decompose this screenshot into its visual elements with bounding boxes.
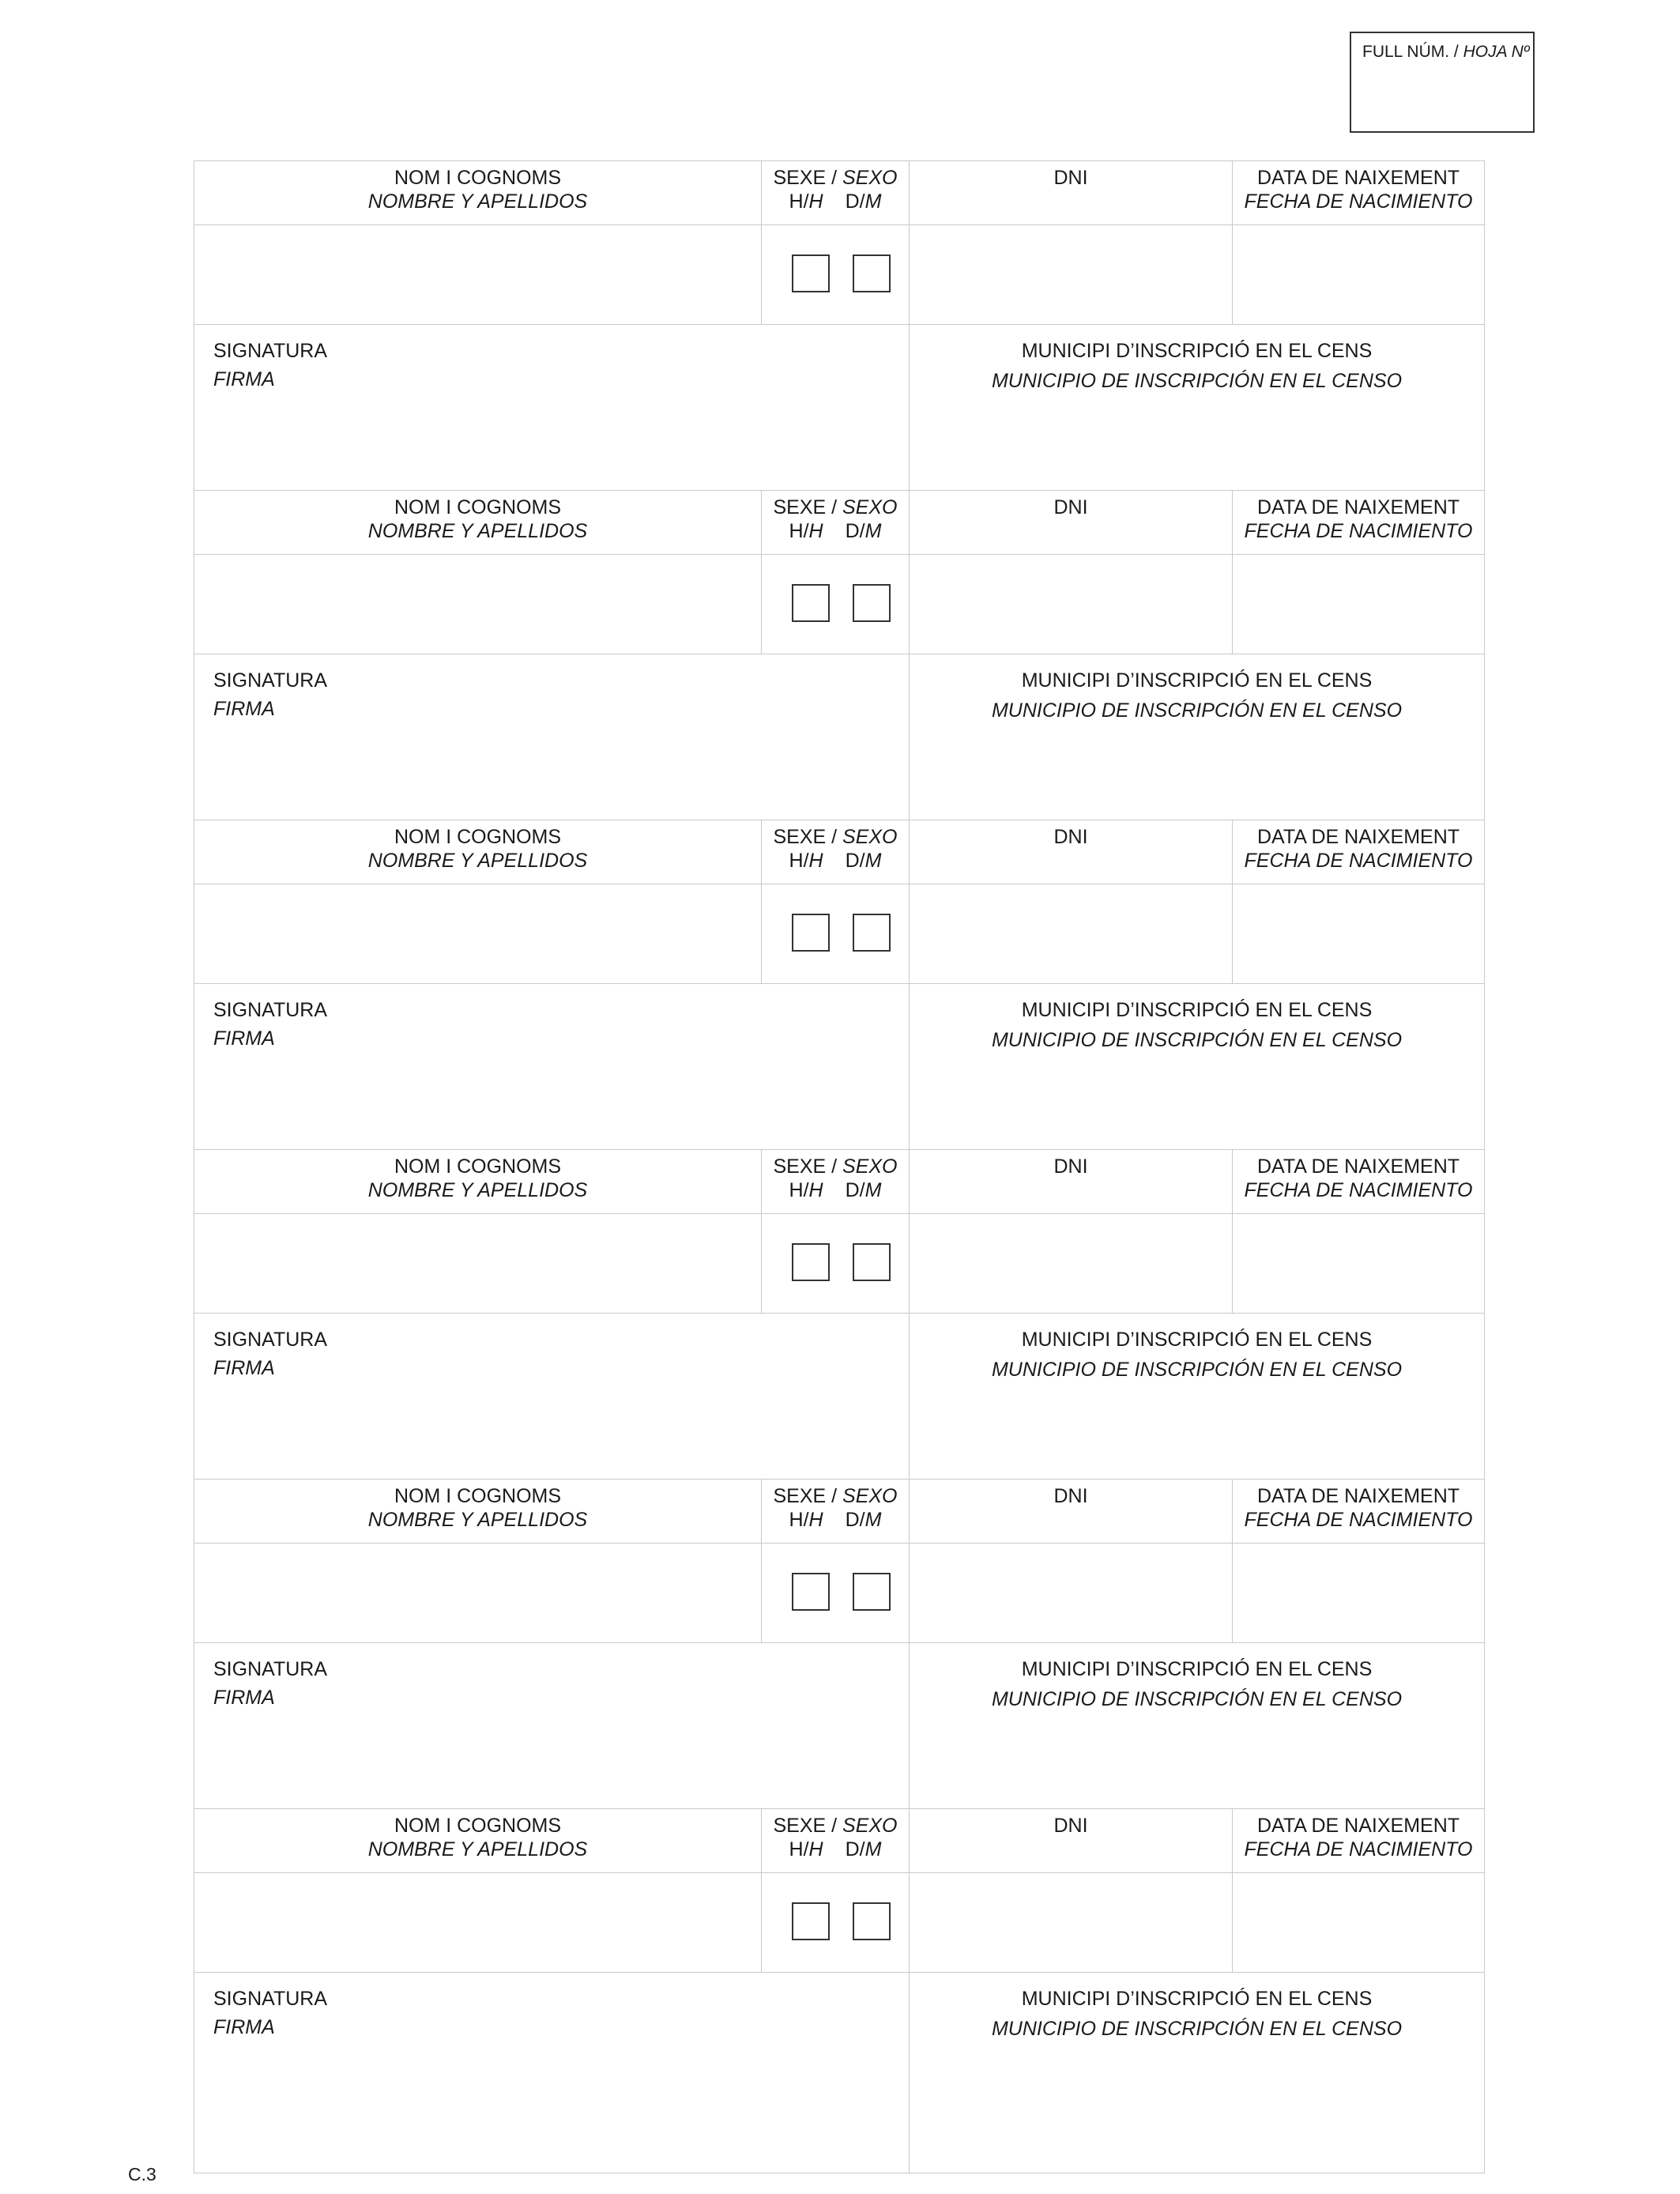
sex-d-checkbox[interactable] [853,254,891,292]
entry-signature-row [194,1642,1485,1808]
sex-label-es: SEXO [842,496,898,518]
sex-d-label-es: M [864,850,882,872]
sex-label-ca: SEXE / [773,1485,838,1507]
sex-h-label-es: H [808,520,823,542]
sex-label-ca: SEXE / [773,167,838,189]
name-field[interactable] [194,224,761,324]
sex-header [761,1808,909,1872]
sex-d-checkbox[interactable] [853,1902,891,1940]
sex-h-label-es: H [808,190,823,213]
sex-d-checkbox[interactable] [853,914,891,952]
municipality-field[interactable] [909,1313,1485,1479]
entry-signature-row [194,324,1485,490]
name-label-ca: NOM I COGNOMS [394,167,562,189]
sex-h-label-es: H [808,850,823,872]
name-header [194,1808,761,1872]
form-code: C.3 [128,2164,156,2185]
municipality-label-ca: MUNICIPI D’INSCRIPCIÓ EN EL CENS [1021,1988,1373,2010]
sex-d-label-ca: D/ [845,850,865,872]
dni-label: DNI [1053,496,1088,518]
name-label-ca: NOM I COGNOMS [394,826,562,848]
signature-label-ca: SIGNATURA [213,340,327,362]
sex-d-label-ca: D/ [845,1838,865,1860]
birth-date-field[interactable] [1232,1543,1485,1642]
entry-values-row [194,224,1485,324]
sex-h-label-es: H [808,1179,823,1201]
sex-options-label [762,849,909,873]
entry-header-row [194,160,1485,224]
dni-label: DNI [1053,167,1088,189]
municipality-label-ca: MUNICIPI D’INSCRIPCIÓ EN EL CENS [1021,669,1373,692]
sex-label [762,1155,909,1178]
name-field[interactable] [194,554,761,654]
sex-label-ca: SEXE / [773,496,838,518]
name-field[interactable] [194,1543,761,1642]
entry-header-row [194,490,1485,554]
sex-d-label-es: M [864,1509,882,1531]
sheet-number-box[interactable] [1350,32,1535,133]
name-label-ca: NOM I COGNOMS [394,1815,562,1837]
entry-values-row [194,884,1485,983]
sex-d-checkbox[interactable] [853,1243,891,1281]
dni-field[interactable] [909,1213,1232,1313]
municipality-field[interactable] [909,324,1485,490]
name-field[interactable] [194,884,761,983]
birth-date-header [1232,1149,1485,1213]
sex-field [761,1872,909,1972]
sex-h-label-ca: H/ [789,1838,809,1860]
municipality-label-ca: MUNICIPI D’INSCRIPCIÓ EN EL CENS [1021,340,1373,362]
birth-date-header [1232,490,1485,554]
birth-date-label-ca: DATA DE NAIXEMENT [1256,167,1460,189]
signature-label-es: FIRMA [213,368,275,390]
entry-header-row [194,1479,1485,1543]
dni-field[interactable] [909,884,1232,983]
sex-d-label-es: M [864,520,882,542]
birth-date-label-ca: DATA DE NAIXEMENT [1256,1485,1460,1507]
sex-d-label-ca: D/ [845,1509,865,1531]
sheet-label-ca: FULL NÚM. / [1362,43,1459,61]
sex-h-label-es: H [808,1509,823,1531]
entry-values-row [194,1543,1485,1642]
birth-date-label-ca: DATA DE NAIXEMENT [1256,1155,1460,1178]
sex-label-ca: SEXE / [773,1155,838,1178]
signature-label-es: FIRMA [213,698,275,720]
birth-date-label-es: FECHA DE NACIMIENTO [1244,850,1473,872]
municipality-field[interactable] [909,983,1485,1149]
entry-signature-row [194,983,1485,1149]
sex-label-es: SEXO [842,826,898,848]
name-header [194,820,761,884]
sex-h-checkbox[interactable] [792,914,830,952]
sex-header [761,160,909,224]
birth-date-label-ca: DATA DE NAIXEMENT [1256,826,1460,848]
entry-block [194,160,1485,490]
entry-block [194,1479,1485,1808]
entry-signature-row [194,1972,1485,2173]
birth-date-field[interactable] [1232,1213,1485,1313]
sex-options-label [762,1178,909,1202]
signature-form [194,160,1485,2173]
signature-label-es: FIRMA [213,2016,275,2038]
entry-values-row [194,1872,1485,1972]
signature-label-es: FIRMA [213,1027,275,1050]
municipality-label-es: MUNICIPIO DE INSCRIPCIÓN EN EL CENSO [991,2018,1403,2040]
name-field[interactable] [194,1213,761,1313]
sex-d-label-es: M [864,1179,882,1201]
sex-d-checkbox[interactable] [853,584,891,622]
municipality-field[interactable] [909,1972,1485,2173]
entry-block [194,1808,1485,2173]
dni-header [909,160,1232,224]
signature-field[interactable] [194,1972,909,2173]
dni-field[interactable] [909,1872,1232,1972]
signature-field[interactable] [194,654,909,820]
dni-label: DNI [1053,1485,1088,1507]
dni-header [909,1149,1232,1213]
sex-label [762,825,909,849]
sex-d-label-es: M [864,190,882,213]
birth-date-header [1232,160,1485,224]
entry-block [194,820,1485,1149]
birth-date-label-es: FECHA DE NACIMIENTO [1244,520,1473,542]
name-label-ca: NOM I COGNOMS [394,1485,562,1507]
sex-h-checkbox[interactable] [792,1573,830,1611]
sex-header [761,820,909,884]
birth-date-label-ca: DATA DE NAIXEMENT [1256,1815,1460,1837]
birth-date-header [1232,1479,1485,1543]
sex-h-label-es: H [808,1838,823,1860]
name-header [194,1149,761,1213]
name-header [194,490,761,554]
dni-label: DNI [1053,826,1088,848]
sex-label-es: SEXO [842,1155,898,1178]
signature-label-ca: SIGNATURA [213,1658,327,1680]
sex-d-label-ca: D/ [845,520,865,542]
dni-label: DNI [1053,1155,1088,1178]
municipality-label-es: MUNICIPIO DE INSCRIPCIÓN EN EL CENSO [991,370,1403,392]
sex-h-label-ca: H/ [789,190,809,213]
sex-d-checkbox[interactable] [853,1573,891,1611]
birth-date-field[interactable] [1232,1872,1485,1972]
sex-field [761,884,909,983]
sex-h-checkbox[interactable] [792,1243,830,1281]
sex-label [762,496,909,519]
sex-h-checkbox[interactable] [792,1902,830,1940]
municipality-field[interactable] [909,1642,1485,1808]
name-label-es: NOMBRE Y APELLIDOS [367,190,588,213]
sex-h-label-ca: H/ [789,1179,809,1201]
birth-date-label-es: FECHA DE NACIMIENTO [1244,1179,1473,1201]
sex-options-label [762,1838,909,1861]
municipality-label-ca: MUNICIPI D’INSCRIPCIÓ EN EL CENS [1021,1658,1373,1680]
sex-h-checkbox[interactable] [792,584,830,622]
sex-label [762,1814,909,1838]
municipality-label-es: MUNICIPIO DE INSCRIPCIÓN EN EL CENSO [991,1359,1403,1381]
dni-header [909,820,1232,884]
entry-signature-row [194,654,1485,820]
sex-field [761,1213,909,1313]
sex-h-label-ca: H/ [789,520,809,542]
birth-date-field[interactable] [1232,224,1485,324]
entry-values-row [194,1213,1485,1313]
municipality-label-ca: MUNICIPI D’INSCRIPCIÓ EN EL CENS [1021,999,1373,1021]
municipality-label-es: MUNICIPIO DE INSCRIPCIÓN EN EL CENSO [991,699,1403,722]
name-label-es: NOMBRE Y APELLIDOS [367,1509,588,1531]
birth-date-label-es: FECHA DE NACIMIENTO [1244,1509,1473,1531]
birth-date-label-ca: DATA DE NAIXEMENT [1256,496,1460,518]
sex-label-es: SEXO [842,1815,898,1837]
name-field[interactable] [194,1872,761,1972]
sex-field [761,554,909,654]
municipality-label-es: MUNICIPIO DE INSCRIPCIÓN EN EL CENSO [991,1029,1403,1051]
dni-field[interactable] [909,224,1232,324]
entry-header-row [194,1808,1485,1872]
dni-header [909,1479,1232,1543]
municipality-label-ca: MUNICIPI D’INSCRIPCIÓ EN EL CENS [1021,1329,1373,1351]
sex-options-label [762,1508,909,1532]
name-label-es: NOMBRE Y APELLIDOS [367,1838,588,1860]
entry-header-row [194,1149,1485,1213]
signature-field[interactable] [194,983,909,1149]
sex-label-ca: SEXE / [773,826,838,848]
sex-label [762,1484,909,1508]
birth-date-header [1232,820,1485,884]
sex-header [761,490,909,554]
name-header [194,160,761,224]
birth-date-label-es: FECHA DE NACIMIENTO [1244,190,1473,213]
sex-options-label [762,519,909,543]
sex-label-es: SEXO [842,167,898,189]
dni-header [909,490,1232,554]
municipality-label-es: MUNICIPIO DE INSCRIPCIÓN EN EL CENSO [991,1688,1403,1710]
signature-label-es: FIRMA [213,1357,275,1379]
sex-label-es: SEXO [842,1485,898,1507]
signature-field[interactable] [194,1313,909,1479]
sex-h-label-ca: H/ [789,1509,809,1531]
birth-date-field[interactable] [1232,884,1485,983]
birth-date-header [1232,1808,1485,1872]
municipality-field[interactable] [909,654,1485,820]
sex-field [761,224,909,324]
dni-field[interactable] [909,1543,1232,1642]
sex-h-checkbox[interactable] [792,254,830,292]
signature-label-es: FIRMA [213,1687,275,1709]
signature-field[interactable] [194,324,909,490]
sex-label-ca: SEXE / [773,1815,838,1837]
entry-values-row [194,554,1485,654]
sheet-label-es: HOJA Nº [1463,43,1530,61]
sex-header [761,1479,909,1543]
sex-options-label [762,190,909,213]
name-label-ca: NOM I COGNOMS [394,496,562,518]
entry-block [194,490,1485,820]
name-label-es: NOMBRE Y APELLIDOS [367,1179,588,1201]
dni-label: DNI [1053,1815,1088,1837]
signature-label-ca: SIGNATURA [213,669,327,692]
signature-label-ca: SIGNATURA [213,1329,327,1351]
dni-field[interactable] [909,554,1232,654]
sex-label [762,166,909,190]
dni-header [909,1808,1232,1872]
signature-label-ca: SIGNATURA [213,999,327,1021]
entry-header-row [194,820,1485,884]
sex-d-label-ca: D/ [845,1179,865,1201]
name-header [194,1479,761,1543]
name-label-es: NOMBRE Y APELLIDOS [367,850,588,872]
birth-date-label-es: FECHA DE NACIMIENTO [1244,1838,1473,1860]
signature-field[interactable] [194,1642,909,1808]
sex-h-label-ca: H/ [789,850,809,872]
birth-date-field[interactable] [1232,554,1485,654]
sex-field [761,1543,909,1642]
sex-header [761,1149,909,1213]
name-label-es: NOMBRE Y APELLIDOS [367,520,588,542]
sex-d-label-es: M [864,1838,882,1860]
signature-label-ca: SIGNATURA [213,1988,327,2010]
sex-d-label-ca: D/ [845,190,865,213]
entry-block [194,1149,1485,1479]
name-label-ca: NOM I COGNOMS [394,1155,562,1178]
entry-signature-row [194,1313,1485,1479]
